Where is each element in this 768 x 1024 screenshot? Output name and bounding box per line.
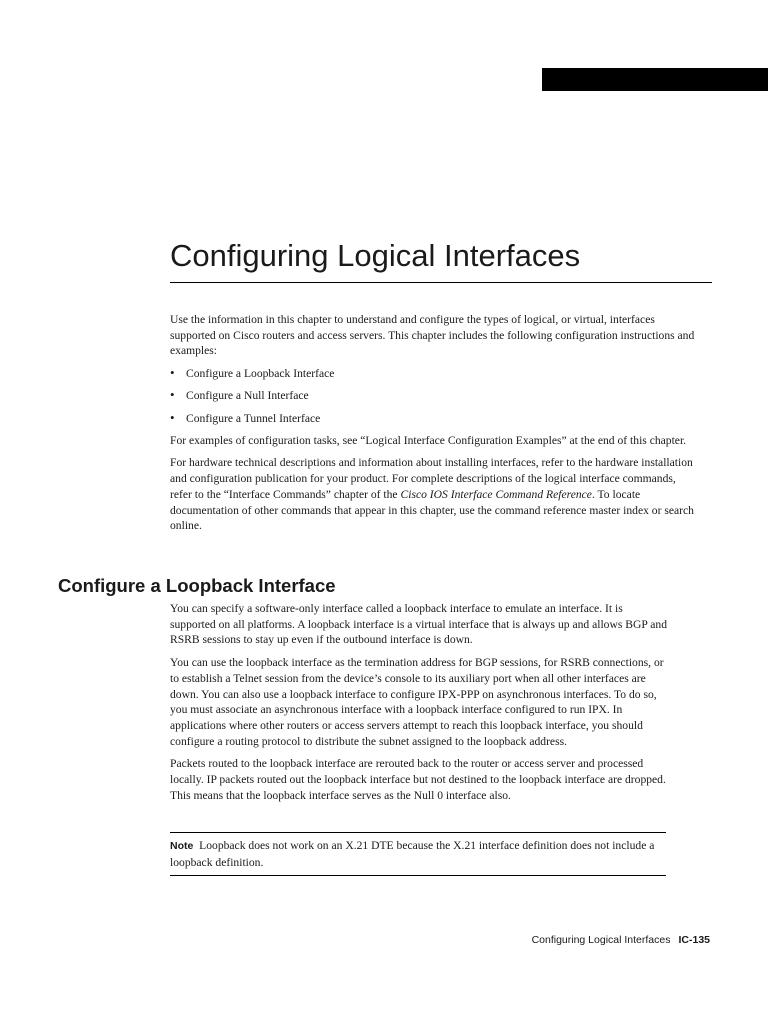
bullet-item-label: Configure a Loopback Interface	[186, 367, 335, 381]
section-paragraph-1: You can specify a software-only interface called a loopback interface to emulate an interface. It is supported on all platforms. A loopback interface is a virtual interface that is always up and allows BGP and RSRB sessions to stay up even if the outbound interface is down.	[170, 602, 668, 647]
intro-paragraph-3-start: For hardware technical descriptions and information about installing interfaces, refer to the hardware installation and configuration publication for your product. For complete descriptions of the logical interface commands, refer to the “Interface Commands” chapter of the	[170, 456, 693, 501]
section-heading: Configure a Loopback Interface	[58, 575, 336, 596]
bullet-icon: •	[170, 387, 175, 403]
bullet-item-label: Configure a Null Interface	[186, 389, 309, 403]
intro-paragraph-3-end: . To locate documentation of other commands that appear in this chapter, use the command reference master index or search online.	[170, 487, 694, 533]
section-body	[170, 601, 670, 810]
section-paragraph-2: You can use the loopback interface as the termination address for BGP sessions, for RSRB connections, or to establish a Telnet session from the device’s console to its auxiliary port when all other interfaces are down. You can also use a loopback interface to configure IPX-PPP on asynchronous interfaces. To do so, you must associate an asynchronous interface with a loopback interface configured to run IPX. In applications where other routers or access servers attempt to reach this loopback interface, you should configure a routing protocol to distribute the subnet assigned to the loopback address.	[170, 656, 664, 748]
page-footer	[532, 933, 710, 947]
bullet-item-label: Configure a Tunnel Interface	[186, 411, 321, 425]
page-number: IC-135	[678, 934, 710, 946]
intro-section	[170, 312, 698, 541]
bullet-item	[170, 366, 698, 382]
command-reference-title: Cisco IOS Interface Command Reference	[400, 487, 592, 501]
intro-paragraph-3	[170, 455, 698, 534]
note-block	[170, 832, 666, 876]
bullet-item	[170, 411, 698, 427]
bullet-icon: •	[170, 365, 175, 381]
bullet-list	[170, 366, 698, 426]
section-paragraph-3: Packets routed to the loopback interface are rerouted back to the router or access server and processed locally. IP packets routed out the loopback interface but not destined to the loopback interface are dropped. This means that the loopback interface serves as the Null 0 interface also.	[170, 757, 666, 802]
note-label: Note	[170, 840, 194, 852]
title-rule	[170, 282, 712, 283]
chapter-title: Configuring Logical Interfaces	[170, 238, 581, 273]
footer-chapter-title: Configuring Logical Interfaces	[531, 934, 671, 946]
bullet-icon: •	[170, 409, 175, 425]
header-corner-bar	[542, 68, 768, 91]
intro-paragraph-2: For examples of configuration tasks, see “Logical Interface Configuration Examples” at the end of this chapter.	[170, 433, 687, 447]
intro-paragraph-1: Use the information in this chapter to understand and configure the types of logical, or virtual, interfaces supported on Cisco routers and access servers. This chapter includes the following configuration instructions and examples:	[170, 313, 695, 358]
bullet-item	[170, 388, 698, 404]
note-text: Loopback does not work on an X.21 DTE because the X.21 interface definition does not include a loopback definition.	[170, 839, 655, 869]
